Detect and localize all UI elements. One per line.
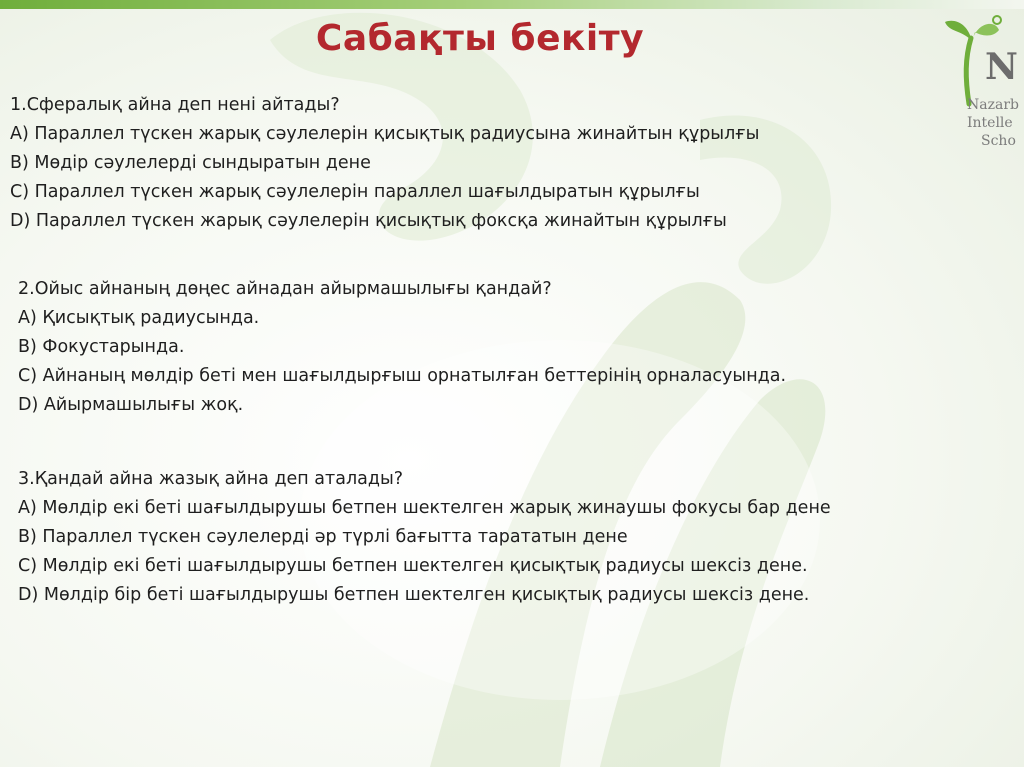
answer-option: A) Параллел түскен жарық сәулелерін қисықтық радиусына жинайтын құрылғы bbox=[10, 124, 760, 144]
question-text: 1.Сфералық айна деп нені айтады? bbox=[10, 95, 340, 115]
logo-line-1: Nazarb bbox=[967, 97, 1019, 113]
question-block-1 bbox=[10, 91, 940, 236]
answer-option: B) Фокустарында. bbox=[18, 337, 185, 357]
logo-letters: N bbox=[985, 46, 1018, 88]
logo-line-2: Intelle bbox=[967, 115, 1013, 131]
answer-option: B) Мөдір сәулелерді сындыратын дене bbox=[10, 153, 371, 173]
school-logo bbox=[935, 8, 1024, 158]
slide-title: Сабақты бекіту bbox=[315, 18, 645, 59]
answer-option: D) Айырмашылығы жоқ. bbox=[18, 395, 244, 415]
logo-line-3: Scho bbox=[981, 133, 1016, 149]
answer-option: C) Мөлдір екі беті шағылдырушы бетпен шектелген қисықтық радиусы шексіз дене. bbox=[18, 556, 808, 576]
answer-option: C) Айнаның мөлдір беті мен шағылдырғыш орнатылған беттерінің орналасуында. bbox=[18, 366, 787, 386]
answer-option: D) Параллел түскен жарық сәулелерін қисықтық фоксқа жинайтын құрылғы bbox=[10, 211, 727, 231]
question-block-2 bbox=[18, 275, 948, 420]
answer-option: A) Мөлдір екі беті шағылдырушы бетпен шектелген жарық жинаушы фокусы бар дене bbox=[18, 498, 831, 518]
logo-wordmark bbox=[967, 96, 1019, 150]
answer-option: B) Параллел түскен сәулелерді әр түрлі бағытта тарататын дене bbox=[18, 527, 628, 547]
answer-option: A) Қисықтық радиусында. bbox=[18, 308, 260, 328]
question-block-3 bbox=[18, 465, 948, 610]
answer-option: C) Параллел түскен жарық сәулелерін параллел шағылдыратын құрылғы bbox=[10, 182, 700, 202]
question-text: 2.Ойыс айнаның дөңес айнадан айырмашылығы қандай? bbox=[18, 279, 552, 299]
answer-option: D) Мөлдір бір беті шағылдырушы бетпен шектелген қисықтық радиусы шексіз дене. bbox=[18, 585, 810, 605]
question-text: 3.Қандай айна жазық айна деп аталады? bbox=[18, 469, 404, 489]
